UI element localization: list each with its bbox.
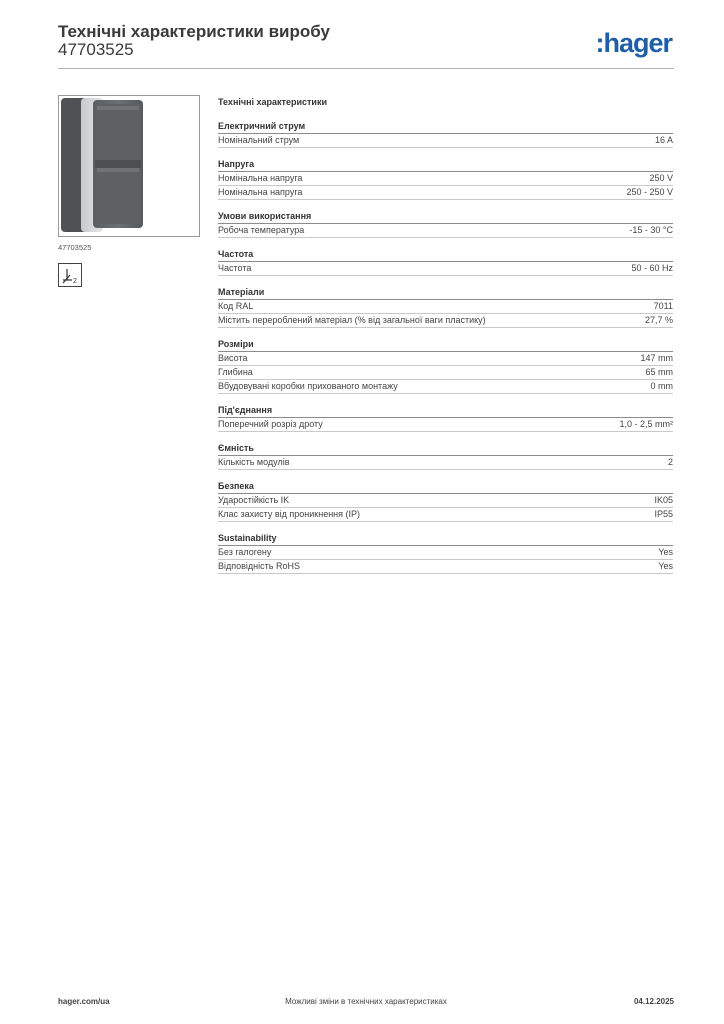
spec-label: Без галогену	[218, 547, 272, 557]
spec-group	[218, 248, 673, 276]
spec-group	[218, 532, 673, 574]
product-image	[58, 95, 200, 237]
spec-row	[218, 352, 673, 366]
spec-group	[218, 120, 673, 148]
spec-group-heading: Розміри	[218, 338, 673, 352]
spec-group-heading: Напруга	[218, 158, 673, 172]
spec-group-heading: Умови використання	[218, 210, 673, 224]
spec-value: Yes	[658, 547, 673, 557]
spec-label: Висота	[218, 353, 248, 363]
logo-text: :hager	[595, 27, 672, 58]
spec-value: 250 V	[649, 173, 673, 183]
spec-value: 27,7 %	[644, 315, 673, 325]
spec-row	[218, 560, 673, 574]
spec-row	[218, 134, 673, 148]
page-header	[58, 20, 674, 70]
specification-groups	[218, 120, 673, 574]
spec-value: IP55	[654, 509, 673, 519]
image-caption: 47703525	[58, 243, 92, 252]
spec-label: Вбудовувані коробки прихованого монтажу	[218, 381, 398, 391]
spec-value: 250 - 250 V	[626, 187, 673, 197]
spec-value: 2	[667, 457, 673, 467]
spec-row	[218, 508, 673, 522]
spec-group	[218, 442, 673, 470]
spec-group-heading: Під'єднання	[218, 404, 673, 418]
spec-label: Частота	[218, 263, 252, 273]
footer-website: hager.com/ua	[58, 997, 110, 1006]
spec-label: Ударостійкість IK	[218, 495, 290, 505]
footer-disclaimer: Можливі зміни в технічних характеристиках	[285, 997, 447, 1006]
spec-group-heading: Ємність	[218, 442, 673, 456]
spec-row	[218, 300, 673, 314]
spec-group-heading: Частота	[218, 248, 673, 262]
spec-label: Номінальний струм	[218, 135, 300, 145]
spec-group	[218, 158, 673, 200]
spec-value: IK05	[654, 495, 673, 505]
spec-row	[218, 366, 673, 380]
spec-value: 1,0 - 2,5 mm²	[619, 419, 673, 429]
spec-value: 0 mm	[650, 381, 673, 391]
double-socket-illustration	[59, 96, 199, 236]
spec-row	[218, 172, 673, 186]
spec-group-heading: Безпека	[218, 480, 673, 494]
spec-group	[218, 480, 673, 522]
spec-value: 7011	[653, 301, 673, 311]
product-number: 47703525	[58, 40, 134, 59]
footer-date: 04.12.2025	[633, 997, 674, 1006]
spec-group	[218, 210, 673, 238]
certification-mark: 2	[73, 278, 77, 285]
spec-label: Номінальна напруга	[218, 187, 303, 197]
spec-value: -15 - 30 °C	[629, 225, 673, 235]
spec-row	[218, 262, 673, 276]
document-title: Технічні характеристики виробу	[58, 22, 330, 41]
spec-group-heading: Sustainability	[218, 532, 673, 546]
spec-row	[218, 314, 673, 328]
spec-label: Глибина	[218, 367, 253, 377]
spec-label: Поперечний розріз дроту	[218, 419, 323, 429]
spec-group-heading: Електричний струм	[218, 120, 673, 134]
spec-label: Клас захисту від проникнення (IP)	[218, 509, 361, 519]
spec-label: Кількість модулів	[218, 457, 290, 467]
spec-value: 16 A	[654, 135, 673, 145]
spec-group	[218, 338, 673, 394]
spec-group	[218, 404, 673, 432]
spec-row	[218, 494, 673, 508]
spec-label: Номінальна напруга	[218, 173, 303, 183]
spec-row	[218, 380, 673, 394]
spec-group	[218, 286, 673, 328]
spec-label: Код RAL	[218, 301, 254, 311]
spec-label: Робоча температура	[218, 225, 305, 235]
hager-logo	[595, 28, 672, 58]
spec-value: Yes	[658, 561, 673, 571]
spec-label: Містить перероблений матеріал (% від загальної ваги пластику)	[218, 315, 486, 325]
specifications-title: Технічні характеристики	[218, 97, 327, 107]
spec-value: 147 mm	[640, 353, 673, 363]
spec-label: Відповідність RoHS	[218, 561, 300, 571]
spec-row	[218, 418, 673, 432]
spec-value: 50 - 60 Hz	[631, 263, 673, 273]
spec-row	[218, 456, 673, 470]
header-divider	[58, 68, 674, 69]
spec-row	[218, 224, 673, 238]
ground-symbol-2-icon	[58, 263, 82, 287]
spec-value: 65 mm	[645, 367, 673, 377]
specifications-section	[218, 96, 673, 584]
spec-row	[218, 546, 673, 560]
spec-row	[218, 186, 673, 200]
spec-group-heading: Матеріали	[218, 286, 673, 300]
